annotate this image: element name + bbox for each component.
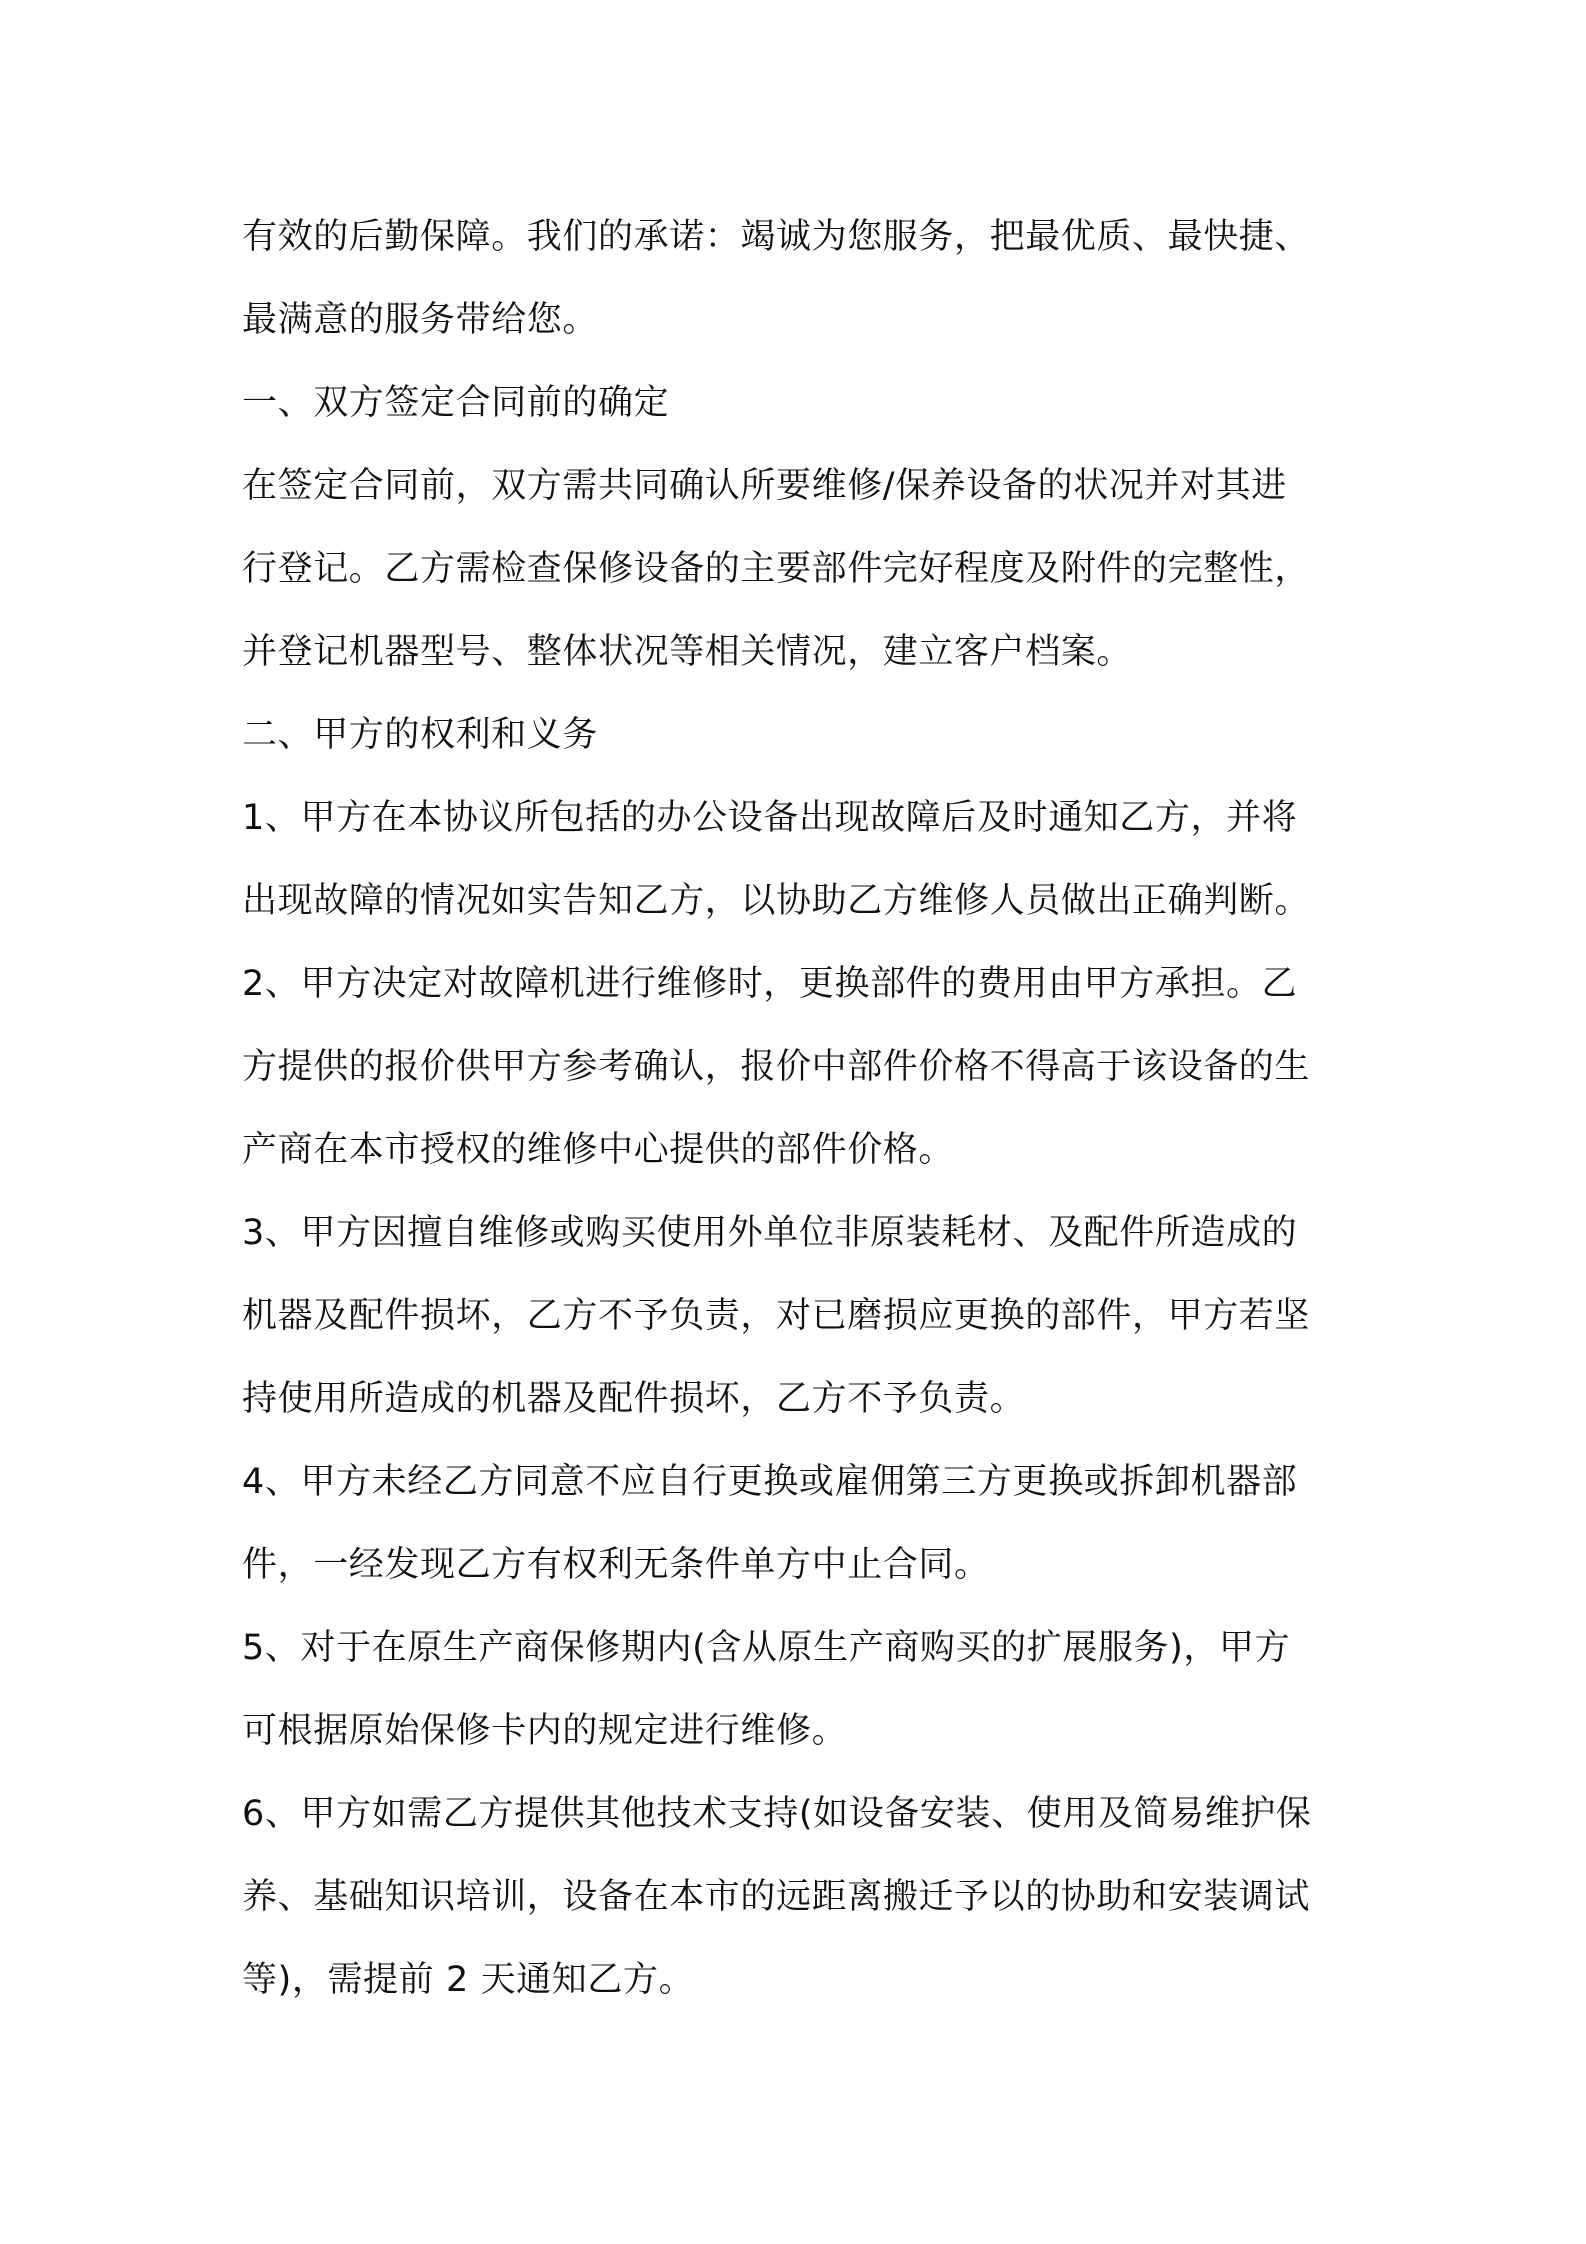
document-body (242, 196, 1352, 2022)
clause-3-line: 持使用所造成的机器及配件损坏，乙方不予负责。 (242, 1379, 1026, 1419)
clause-4-line: 件，一经发现乙方有权利无条件单方中止合同。 (242, 1545, 990, 1585)
clause-3-line: 机器及配件损坏，乙方不予负责，对已磨损应更换的部件，甲方若坚 (242, 1296, 1311, 1336)
clause-6-line: 6、甲方如需乙方提供其他技术支持(如设备安装、使用及简易维护保 (242, 1794, 1312, 1834)
clause-6-line: 养、基础知识培训，设备在本市的远距离搬迁予以的协助和安装调试 (242, 1877, 1311, 1917)
clause-3-line: 3、甲方因擅自维修或购买使用外单位非原装耗材、及配件所造成的 (242, 1213, 1298, 1253)
section-heading-2: 二、甲方的权利和义务 (242, 715, 599, 755)
clause-6-line: 等)，需提前 2 天通知乙方。 (242, 1960, 695, 2000)
section-heading-1: 一、双方签定合同前的确定 (242, 383, 670, 423)
text-line: 有效的后勤保障。我们的承诺：竭诚为您服务，把最优质、最快捷、 (242, 217, 1311, 257)
text-line: 并登记机器型号、整体状况等相关情况，建立客户档案。 (242, 632, 1133, 672)
text-line: 行登记。乙方需检查保修设备的主要部件完好程度及附件的完整性， (242, 549, 1311, 589)
clause-2-line: 方提供的报价供甲方参考确认，报价中部件价格不得高于该设备的生 (242, 1047, 1311, 1087)
text-line: 在签定合同前，双方需共同确认所要维修/保养设备的状况并对其进 (242, 466, 1287, 506)
clause-5-line: 5、对于在原生产商保修期内(含从原生产商购买的扩展服务)，甲方 (242, 1628, 1291, 1668)
clause-4-line: 4、甲方未经乙方同意不应自行更换或雇佣第三方更换或拆卸机器部 (242, 1462, 1298, 1502)
clause-2-line: 产商在本市授权的维修中心提供的部件价格。 (242, 1130, 955, 1170)
clause-1-line: 1、甲方在本协议所包括的办公设备出现故障后及时通知乙方，并将 (242, 798, 1298, 838)
clause-1-line: 出现故障的情况如实告知乙方，以协助乙方维修人员做出正确判断。 (242, 881, 1311, 921)
clause-2-line: 2、甲方决定对故障机进行维修时，更换部件的费用由甲方承担。乙 (242, 964, 1298, 1004)
clause-5-line: 可根据原始保修卡内的规定进行维修。 (242, 1711, 848, 1751)
text-line: 最满意的服务带给您。 (242, 300, 599, 340)
